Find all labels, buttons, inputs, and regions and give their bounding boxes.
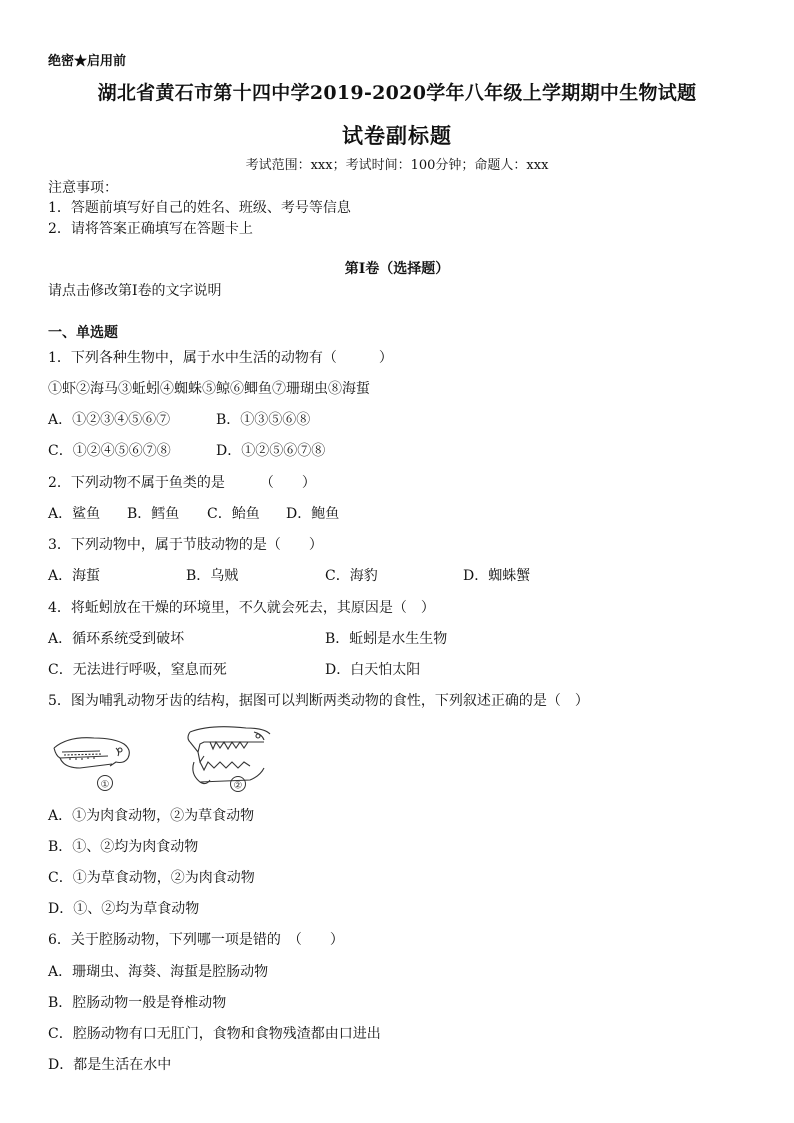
q6-option-b: B．腔肠动物一般是脊椎动物	[48, 995, 227, 1011]
exam-title: 湖北省黄石市第十四中学2019-2020学年八年级上学期期中生物试题	[97, 82, 697, 104]
q4-option-b: B．蚯蚓是水生生物	[325, 631, 448, 647]
q3-option-d: D．蜘蛛蟹	[463, 568, 531, 584]
q2-option-c: C．鲐鱼	[207, 506, 260, 522]
q1-option-c: C．①②④⑤⑥⑦⑧	[48, 443, 171, 459]
q3-option-c: C．海豹	[325, 568, 378, 584]
exam-subtitle: 试卷副标题	[342, 123, 452, 148]
q4-option-d: D．白天怕太阳	[325, 662, 421, 678]
teeth-figure	[50, 722, 290, 794]
q6-option-d: D．都是生活在水中	[48, 1057, 172, 1073]
q6-option-a: A．珊瑚虫、海葵、海蜇是腔肠动物	[48, 964, 269, 980]
q5-stem: 5．图为哺乳动物牙齿的结构，据图可以判断两类动物的食性，下列叙述正确的是（ ）	[48, 693, 589, 709]
figure-label-1: ①	[100, 779, 110, 791]
q1-option-a: A．①②③④⑤⑥⑦	[48, 412, 171, 428]
q1-option-b: B．①③⑤⑥⑧	[216, 412, 311, 428]
q2-option-d: D．鲍鱼	[286, 506, 340, 522]
notes-item-1: 1．答题前填写好自己的姓名、班级、考号等信息	[48, 200, 351, 216]
teeth-diagram	[50, 722, 290, 794]
q4-option-a: A．循环系统受到破坏	[48, 631, 185, 647]
q3-option-b: B．乌贼	[186, 568, 239, 584]
section-title: 一、单选题	[48, 325, 118, 341]
confidential-mark: 绝密★启用前	[48, 54, 127, 69]
notes-item-2: 2．请将答案正确填写在答题卡上	[48, 221, 253, 237]
notes-heading: 注意事项：	[48, 180, 118, 196]
figure-label-2: ②	[233, 780, 243, 792]
q5-option-a: A．①为肉食动物，②为草食动物	[48, 808, 255, 824]
q2-stem: 2．下列动物不属于鱼类的是 （ ）	[48, 475, 316, 491]
exam-info: 考试范围：xxx；考试时间：100分钟；命题人：xxx	[245, 158, 549, 173]
q6-stem: 6．关于腔肠动物，下列哪一项是错的 （ ）	[48, 932, 344, 948]
q5-option-b: B．①、②均为肉食动物	[48, 839, 199, 855]
q2-option-a: A．鲨鱼	[48, 506, 101, 522]
q4-stem: 4．将蚯蚓放在干燥的环境里，不久就会死去，其原因是（ ）	[48, 600, 435, 616]
q1-stem: 1．下列各种生物中，属于水中生活的动物有（ ）	[48, 350, 393, 366]
q1-list: ①虾②海马③蚯蚓④蜘蛛⑤鲸⑥鲫鱼⑦珊瑚虫⑧海蜇	[48, 381, 370, 397]
q4-option-c: C．无法进行呼吸，窒息而死	[48, 662, 227, 678]
q3-option-a: A．海蜇	[48, 568, 101, 584]
q5-option-c: C．①为草食动物，②为肉食动物	[48, 870, 255, 886]
part1-title: 第I卷（选择题）	[344, 261, 450, 277]
part1-description: 请点击修改第I卷的文字说明	[48, 283, 222, 299]
q3-stem: 3．下列动物中，属于节肢动物的是（ ）	[48, 537, 323, 553]
q5-option-d: D．①、②均为草食动物	[48, 901, 200, 917]
q6-option-c: C．腔肠动物有口无肛门，食物和食物残渣都由口进出	[48, 1026, 381, 1042]
skull-2-drawing	[188, 727, 270, 784]
q2-option-b: B．鳕鱼	[127, 506, 180, 522]
q1-option-d: D．①②⑤⑥⑦⑧	[216, 443, 326, 459]
skull-1-drawing	[54, 738, 129, 768]
